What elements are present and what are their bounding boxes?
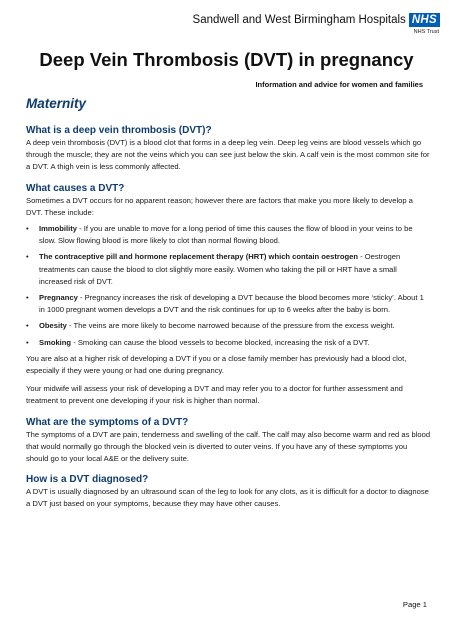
list-item [26, 292, 431, 316]
list-item [26, 337, 431, 349]
bullet-icon: • [26, 293, 29, 303]
bullet-icon: • [26, 224, 29, 234]
list-item-text: - Oestrogen treatments can cause the blood to clot slightly more easily. Women who taking the pill or HRT have a small increased risk of DVT. [39, 252, 401, 286]
section-diagnosis [26, 473, 431, 510]
document-subtitle: Information and advice for women and families [255, 80, 423, 89]
trust-label: NHS Trust [413, 29, 439, 35]
list-item-term: Smoking [39, 337, 72, 347]
list-item-term: Pregnancy [39, 293, 78, 303]
causes-list [26, 223, 431, 349]
section-heading: What causes a DVT? [26, 182, 125, 194]
paragraph: The symptoms of a DVT are pain, tenderness and swelling of the calf. The calf may also become warm and red as blood that would normally go through the blocked vein is diverted to outer veins. If you have any of these symptoms you should go to your local A&E or the delivery suite. [26, 429, 431, 464]
bullet-icon: • [26, 252, 29, 262]
list-item [26, 251, 431, 288]
section-heading: What is a deep vein thrombosis (DVT)? [26, 125, 212, 136]
section-heading: What are the symptoms of a DVT? [26, 416, 189, 428]
list-item-term: The contraceptive pill and hormone replacement therapy (HRT) which contain oestrogen [39, 252, 358, 262]
list-item-term: Immobility [39, 224, 77, 234]
organisation-name: Sandwell and West Birmingham Hospitals [192, 14, 406, 26]
bullet-icon: • [26, 321, 29, 331]
document-title: Deep Vein Thrombosis (DVT) in pregnancy [39, 49, 414, 70]
list-item-text: - Smoking can cause the blood vessels to become blocked, increasing the risk of a DVT. [71, 337, 370, 347]
list-item-text: - The veins are more likely to become narrowed because of the pressure from the excess weight. [66, 321, 395, 331]
paragraph: Your midwife will assess your risk of developing a DVT and may refer you to a doctor for further assessment and treatment to prevent one developing if your risk is higher than normal. [26, 384, 403, 406]
list-item-text: - If you are unable to move for a long period of time this causes the flow of blood in your veins to be slow. Slow flowing blood is more likely to clot than normal flowing blood. [39, 224, 413, 246]
section-heading: How is a DVT diagnosed? [26, 474, 149, 486]
paragraph: You are also at a higher risk of developing a DVT if you or a close family member has previously had a blood clot, especially if they were young or had one during pregnancy. [26, 353, 407, 376]
section-what-is-dvt [26, 124, 431, 174]
list-item [26, 223, 431, 247]
paragraph: A DVT is usually diagnosed by an ultrasound scan of the leg to look for any clots, as it is difficult for a doctor to diagnose a DVT just based on your symptoms, because they may have other causes. [26, 487, 429, 509]
section-causes [26, 182, 431, 408]
department-label: Maternity [26, 96, 87, 111]
list-item-term: Obesity [39, 321, 67, 331]
document-body [26, 124, 431, 511]
bullet-icon: • [26, 337, 29, 347]
paragraph: A deep vein thrombosis (DVT) is a blood clot that forms in a deep leg vein. Deep leg veins are blood vessels which go through the muscle; they are not the veins which you can see just below the skin. A calf vein is the most common site for a DVT. A thigh vein is less commonly affected. [26, 138, 430, 172]
section-symptoms [26, 416, 431, 466]
nhs-logo: NHS [409, 13, 440, 27]
page-number: Page 1 [402, 600, 427, 609]
list-item-text: - Pregnancy increases the risk of developing a DVT because the blood becomes more ‘sticky’. About 1 in 1000 pregnant women develops a DVT and the risk continues for up to 6 weeks after the baby is born. [39, 293, 424, 315]
list-item [26, 320, 431, 332]
organisation-header [170, 13, 440, 31]
paragraph: Sometimes a DVT occurs for no apparent reason; however there are factors that make you more likely to develop a DVT. These include: [26, 195, 413, 217]
